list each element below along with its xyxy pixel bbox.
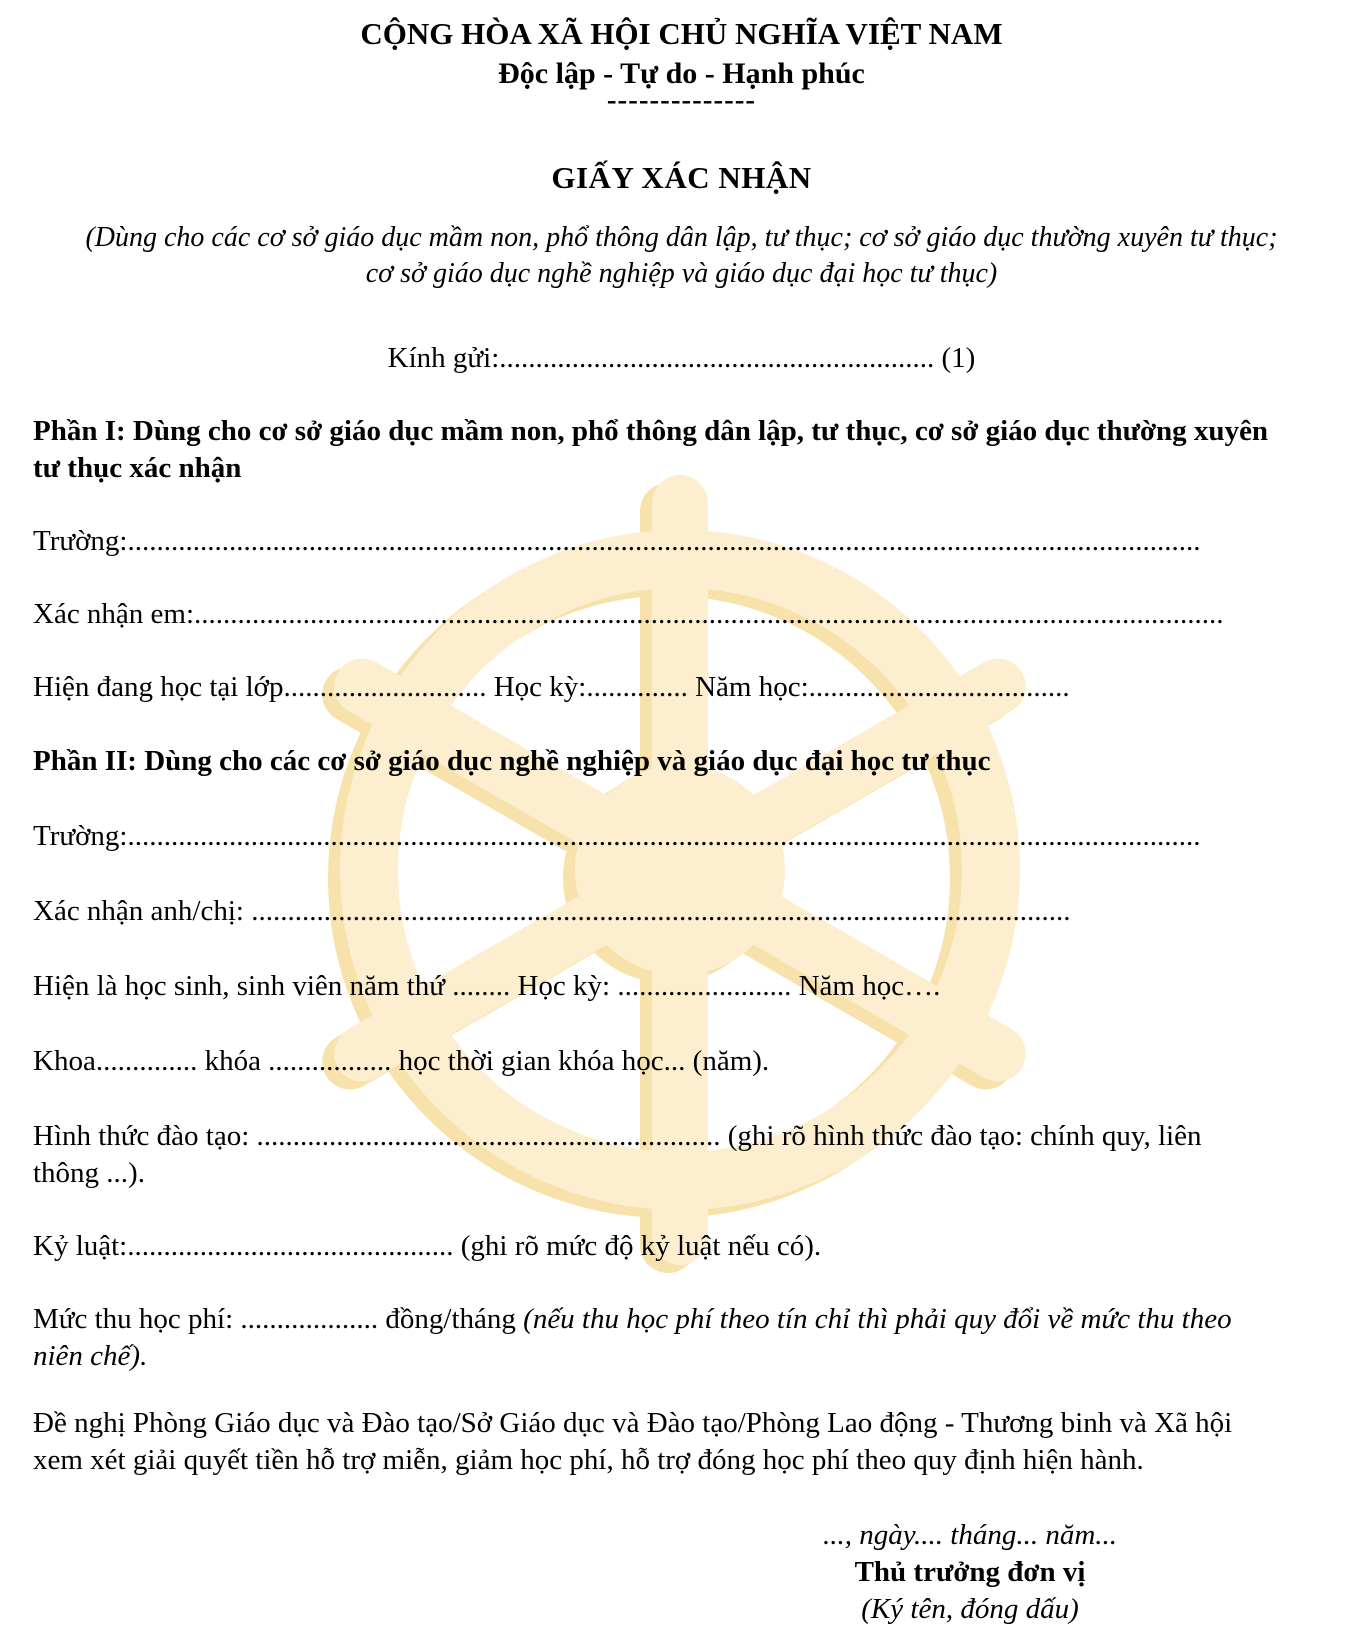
part1-heading (33, 413, 1330, 487)
training-form-line-1: Hình thức đào tạo: ................................................................ (ghi rõ hình thức đào tạo: chính quy, liên (33, 1120, 1202, 1152)
tuition-note-part-2: niên chế). (33, 1340, 148, 1372)
part2-training-form-field (33, 1118, 1330, 1192)
part2-school-field: Trường:.................................................................................................................................................... (33, 820, 1201, 852)
training-form-line-2: thông ...). (33, 1157, 145, 1189)
part1-heading-line-1: Phần I: Dùng cho cơ sở giáo dục mầm non, phổ thông dân lập, tư thục, cơ sở giáo dục thường xuyên (33, 415, 1269, 447)
subtitle-line-1: (Dùng cho các cơ sở giáo dục mầm non, phổ thông dân lập, tư thục; cơ sở giáo dục thường xuyên tư thục; (85, 222, 1278, 253)
date-place-line: ..., ngày.... tháng... năm... (822, 1519, 1118, 1551)
part1-heading-line-2: tư thục xác nhận (33, 452, 242, 484)
tuition-note-part-1: (nếu thu học phí theo tín chỉ thì phải quy đổi về mức thu theo (523, 1303, 1232, 1335)
tuition-amount-text: Mức thu học phí: ................... đồng/tháng (33, 1303, 524, 1335)
national-motto: Độc lập - Tự do - Hạnh phúc (498, 57, 865, 90)
signer-title: Thủ trưởng đơn vị (854, 1556, 1086, 1588)
signature-block (710, 1517, 1230, 1628)
part2-heading: Phần II: Dùng cho các cơ sở giáo dục nghề nghiệp và giáo dục đại học tư thục (33, 745, 991, 777)
part2-academic-year-field: Hiện là học sinh, sinh viên năm thứ ........ Học kỳ: ........................ Năm học…. (33, 970, 941, 1002)
recipient-line: Kính gửi:............................................................ (1) (387, 342, 976, 374)
part1-school-field: Trường:.................................................................................................................................................... (33, 525, 1201, 557)
part2-tuition-field (33, 1301, 1330, 1375)
closing-line-1: Đề nghị Phòng Giáo dục và Đào tạo/Sở Giáo dục và Đào tạo/Phòng Lao động - Thương binh và Xã hội (33, 1407, 1233, 1439)
part2-discipline-field: Kỷ luật:............................................. (ghi rõ mức độ kỷ luật nếu có). (33, 1230, 822, 1262)
tuition-line-1 (33, 1301, 1330, 1338)
part1-confirm-student-field: Xác nhận em:.............................................................................................................................................. (33, 598, 1224, 630)
document-subtitle (33, 220, 1330, 292)
part1-class-semester-year-field: Hiện đang học tại lớp............................ Học kỳ:.............. Năm học:.................................... (33, 671, 1070, 703)
signature-note: (Ký tên, đóng dấu) (861, 1593, 1079, 1625)
closing-line-2: xem xét giải quyết tiền hỗ trợ miễn, giảm học phí, hỗ trợ đóng học phí theo quy định hiện hành. (33, 1444, 1144, 1476)
closing-paragraph (33, 1405, 1330, 1479)
header-divider: -------------- (606, 84, 757, 116)
subtitle-line-2: cơ sở giáo dục nghề nghiệp và giáo dục đại học tư thục) (365, 258, 998, 289)
national-title: CỘNG HÒA XÃ HỘI CHỦ NGHĨA VIỆT NAM (360, 16, 1003, 51)
part2-faculty-course-field: Khoa.............. khóa ................. học thời gian khóa học... (năm). (33, 1045, 770, 1077)
part2-confirm-student-field: Xác nhận anh/chị: ................................................................................................................. (33, 895, 1071, 927)
document-title: GIẤY XÁC NHẬN (551, 160, 812, 195)
